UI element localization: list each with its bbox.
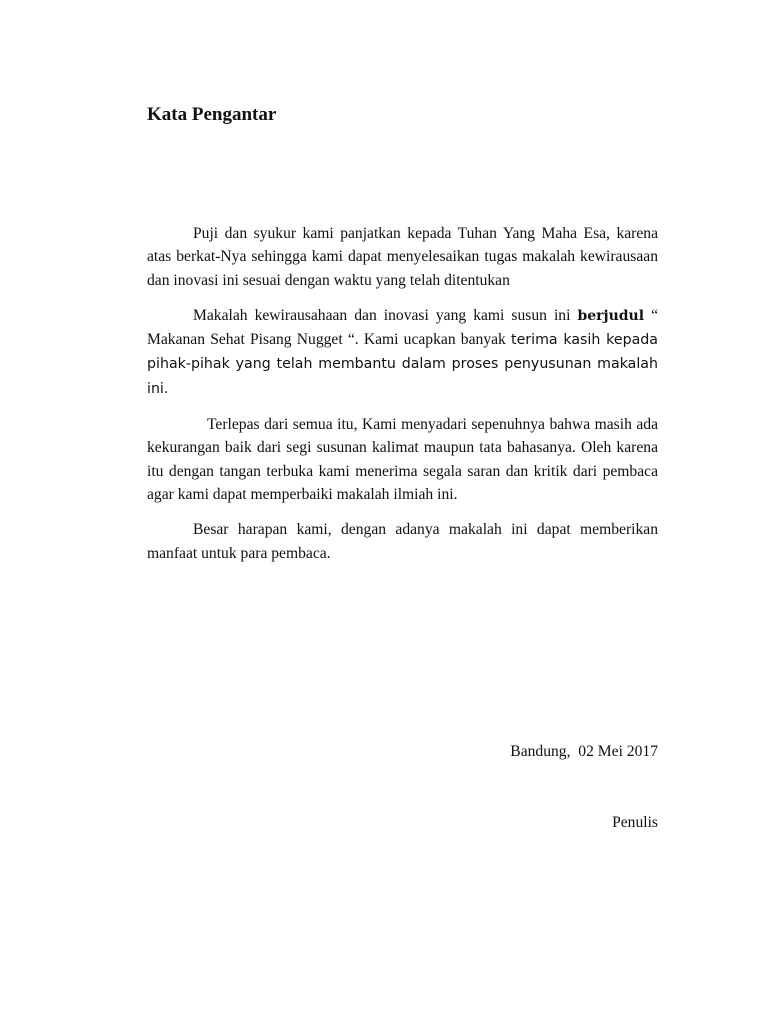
place-date: Bandung, 02 Mei 2017 xyxy=(510,743,658,760)
paragraph-2-bold-word: berjudul xyxy=(577,307,645,324)
paragraph-2 xyxy=(147,304,658,401)
paragraph-4: Besar harapan kami, dengan adanya makalah ini dapat memberikan manfaat untuk para pembaca. xyxy=(147,521,658,562)
paragraph-2-text-a: Makalah kewirausahaan dan inovasi yang kami susun ini xyxy=(193,306,578,324)
body-text xyxy=(147,222,658,577)
page-title: Kata Pengantar xyxy=(147,104,277,125)
paragraph-2-text-b: “ Makanan Sehat Pisang Nugget “. Kami ucapkan banyak xyxy=(147,306,658,349)
signature-label: Penulis xyxy=(612,814,658,831)
paragraph-3: Terlepas dari semua itu, Kami menyadari sepenuhnya bahwa masih ada kekurangan baik dari segi susunan kalimat maupun tata bahasanya. Oleh karena itu dengan tangan terbuka kami menerima segala saran dan kritik dari pembaca agar kami dapat memperbaiki makalah ilmiah ini. xyxy=(147,416,658,503)
paragraph-2-sans-text: terima kasih kepada pihak-pihak yang telah membantu dalam proses penyusunan makalah ini. xyxy=(147,332,658,397)
paragraph-1: Puji dan syukur kami panjatkan kepada Tuhan Yang Maha Esa, karena atas berkat-Nya sehingga kami dapat menyelesaikan tugas makalah kewirausaan dan inovasi ini sesuai dengan waktu yang telah ditentukan xyxy=(147,225,658,289)
